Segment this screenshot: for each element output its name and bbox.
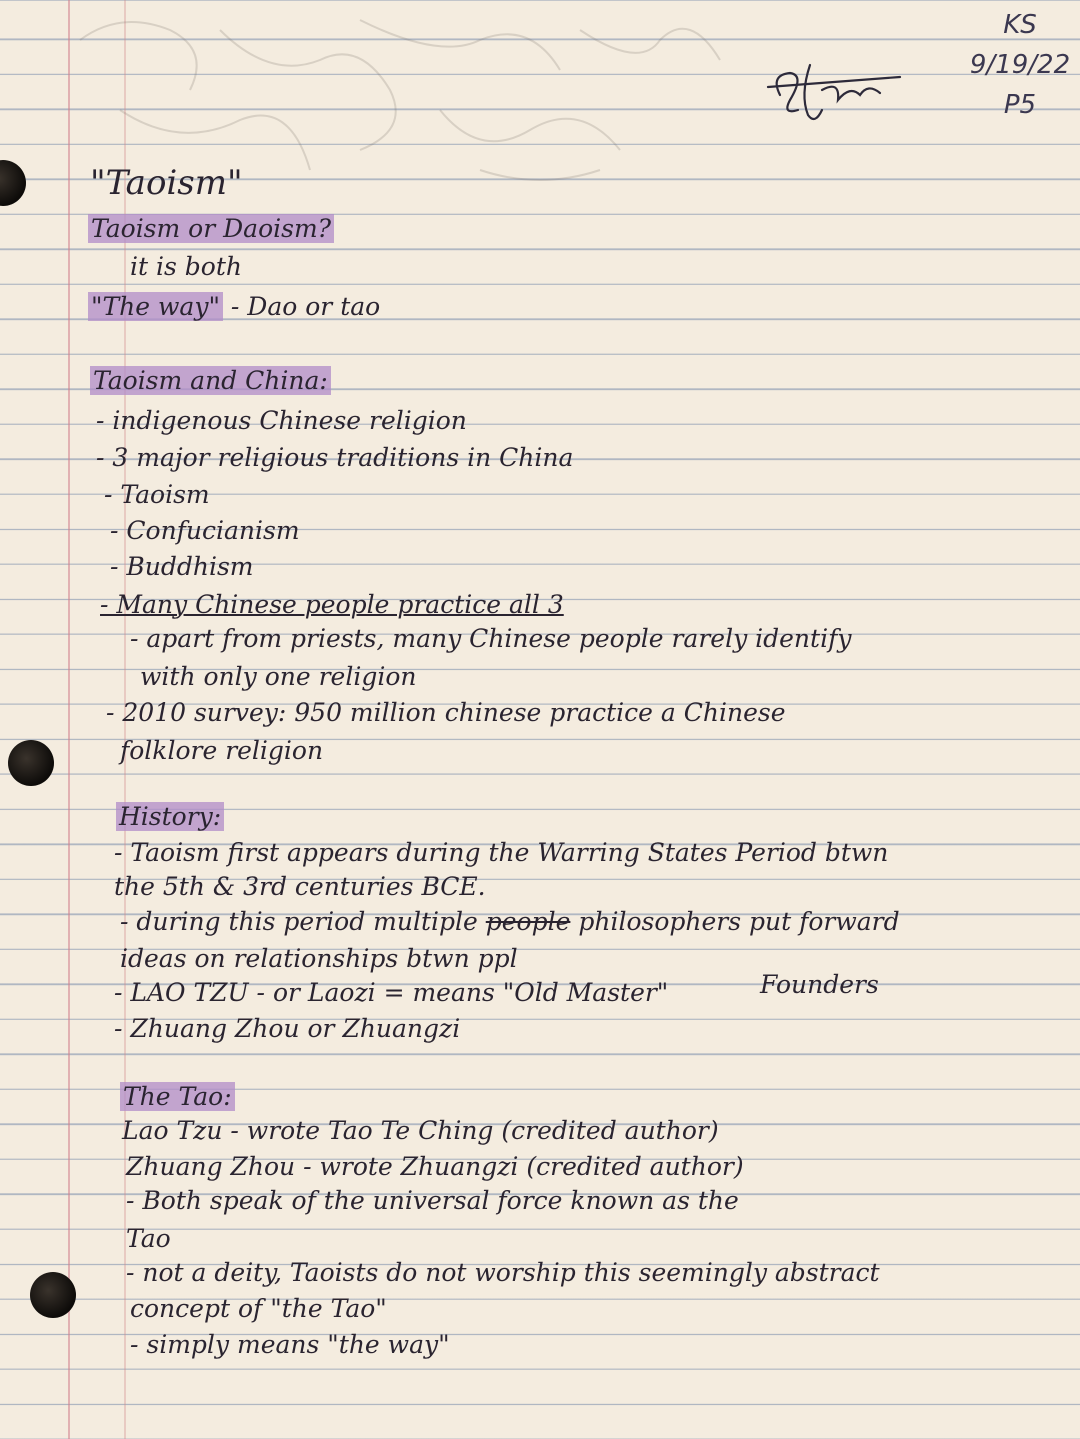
teacher-signature [760, 55, 910, 130]
intro-heading-text: Taoism or Daoism? [88, 214, 334, 243]
china-line: folklore religion [120, 736, 324, 765]
the-way-label: "The way" [88, 292, 223, 321]
founders-label: Founders [760, 970, 879, 999]
china-line: - indigenous Chinese religion [96, 406, 467, 435]
history-period-part-a: - during this period multiple [120, 907, 486, 936]
tao-line: Zhuang Zhou - wrote Zhuangzi (credited author) [126, 1152, 744, 1181]
initials: KS [1003, 10, 1037, 40]
binder-hole [8, 740, 54, 786]
china-line: - Taoism [104, 480, 210, 509]
history-line: ideas on relationships btwn ppl [120, 944, 518, 973]
china-line: - 2010 survey: 950 million chinese practice a Chinese [106, 698, 786, 727]
the-way-rest: - Dao or tao [222, 292, 381, 321]
tao-line: - simply means "the way" [130, 1330, 450, 1359]
tao-line: concept of "the Tao" [130, 1294, 387, 1323]
date: 9/19/22 [969, 50, 1071, 80]
tao-line: Lao Tzu - wrote Tao Te Ching (credited author) [122, 1116, 719, 1145]
history-line: - Taoism first appears during the Warring States Period btwn [114, 838, 889, 867]
intro-heading [88, 212, 334, 246]
history-line: - LAO TZU - or Laozi = means "Old Master" [114, 978, 669, 1007]
margin-line [68, 0, 70, 1439]
china-line: - apart from priests, many Chinese people rarely identify [130, 624, 852, 653]
history-line: - Zhuang Zhou or Zhuangzi [114, 1014, 461, 1043]
page-title: "Taoism" [90, 163, 243, 203]
china-line: - Many Chinese people practice all 3 [100, 590, 564, 619]
history-period-part-b: philosophers put forward [570, 907, 900, 936]
china-line: - Confucianism [110, 516, 300, 545]
the-way-line [88, 290, 380, 324]
class-period: P5 [1003, 90, 1037, 120]
china-line: - 3 major religious traditions in China [96, 443, 574, 472]
tao-line: - Both speak of the universal force known as the [126, 1186, 739, 1215]
tao-heading [120, 1080, 235, 1114]
history-heading [116, 800, 224, 834]
tao-line: - not a deity, Taoists do not worship this seemingly abstract [126, 1258, 880, 1287]
tao-heading-text: The Tao: [120, 1082, 235, 1111]
china-line: - Buddhism [110, 552, 254, 581]
crossed-out-word: people [485, 907, 571, 936]
history-period-line [120, 905, 900, 939]
tao-line: Tao [126, 1224, 171, 1253]
binder-hole [0, 160, 26, 206]
history-heading-text: History: [116, 802, 224, 831]
intro-line: it is both [130, 252, 242, 281]
binder-hole [30, 1272, 76, 1318]
china-heading-text: Taoism and China: [90, 366, 331, 395]
corner-header [965, 5, 1075, 125]
china-heading [90, 364, 331, 398]
history-line: the 5th & 3rd centuries BCE. [114, 872, 486, 901]
china-line: with only one religion [140, 662, 417, 691]
